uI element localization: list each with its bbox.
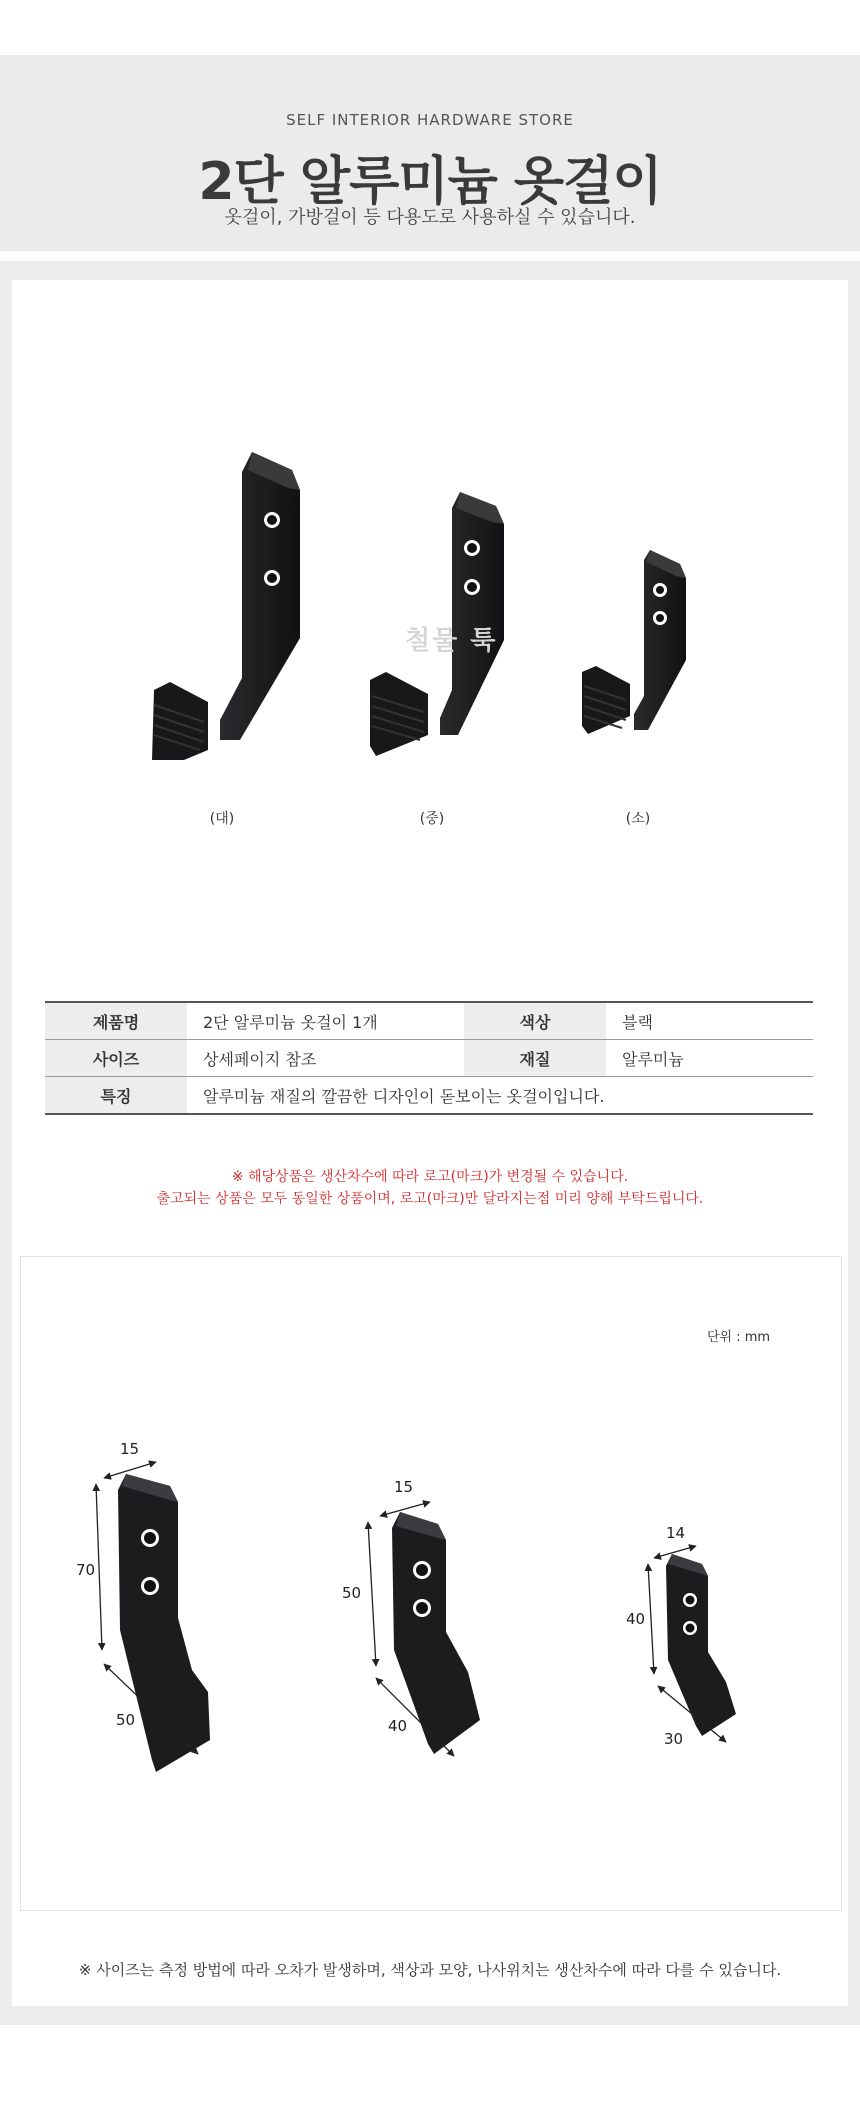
- spec-value: 알루미늄 재질의 깔끔한 디자인이 돋보이는 옷걸이입니다.: [187, 1077, 813, 1115]
- table-row: [45, 1077, 813, 1115]
- dim-large-height: 70: [76, 1561, 96, 1579]
- table-row: [45, 1002, 813, 1040]
- dim-hook-small: [626, 1524, 736, 1748]
- spec-value: 블랙: [606, 1002, 813, 1040]
- unit-label: 단위 : mm: [707, 1330, 771, 1345]
- spec-key: 색상: [464, 1002, 606, 1040]
- dim-small-depth: 30: [664, 1730, 684, 1748]
- page-title: 2단 알루미늄 옷걸이: [198, 152, 662, 212]
- dim-hook-medium: [342, 1478, 480, 1756]
- spec-key: 재질: [464, 1040, 606, 1077]
- product-photo-hooks: [140, 440, 740, 760]
- dim-medium-depth: 40: [388, 1717, 408, 1735]
- notice-line-2: 출고되는 상품은 모두 동일한 상품이며, 로고(마크)만 달라지는점 미리 양해 부탁드립니다.: [156, 1191, 704, 1207]
- dim-large-top: 15: [120, 1440, 140, 1458]
- spec-key: 사이즈: [45, 1040, 187, 1077]
- hook-large-image: [152, 452, 300, 760]
- header-banner: [0, 55, 860, 251]
- dimension-drawings: [60, 1420, 800, 1820]
- spec-key: 특징: [45, 1077, 187, 1115]
- size-footnote: ※ 사이즈는 측정 방법에 따라 오차가 발생하며, 색상과 모양, 나사위치는 생산차수에 따라 다를 수 있습니다.: [78, 1961, 782, 1979]
- dim-small-top: 14: [666, 1524, 686, 1542]
- label-large: (대): [209, 811, 235, 827]
- spec-value: 알루미늄: [606, 1040, 813, 1077]
- watermark-logo: 철물 툭: [405, 626, 498, 656]
- hook-small-image: [582, 550, 686, 734]
- dim-medium-height: 50: [342, 1584, 362, 1602]
- spec-table: [45, 1001, 813, 1115]
- label-medium: (중): [419, 811, 445, 827]
- spec-value: 2단 알루미늄 옷걸이 1개: [187, 1002, 464, 1040]
- spec-key: 제품명: [45, 1002, 187, 1040]
- page-subtitle: 옷걸이, 가방걸이 등 다용도로 사용하실 수 있습니다.: [224, 207, 636, 228]
- dim-small-height: 40: [626, 1610, 646, 1628]
- table-row: [45, 1040, 813, 1077]
- dim-large-depth: 50: [116, 1711, 136, 1729]
- dim-hook-large: [76, 1440, 210, 1772]
- label-small: (소): [625, 811, 651, 827]
- dim-medium-top: 15: [394, 1478, 414, 1496]
- notice-line-1: ※ 해당상품은 생산차수에 따라 로고(마크)가 변경될 수 있습니다.: [231, 1169, 629, 1185]
- spec-value: 상세페이지 참조: [187, 1040, 464, 1077]
- store-name: SELF INTERIOR HARDWARE STORE: [286, 111, 574, 129]
